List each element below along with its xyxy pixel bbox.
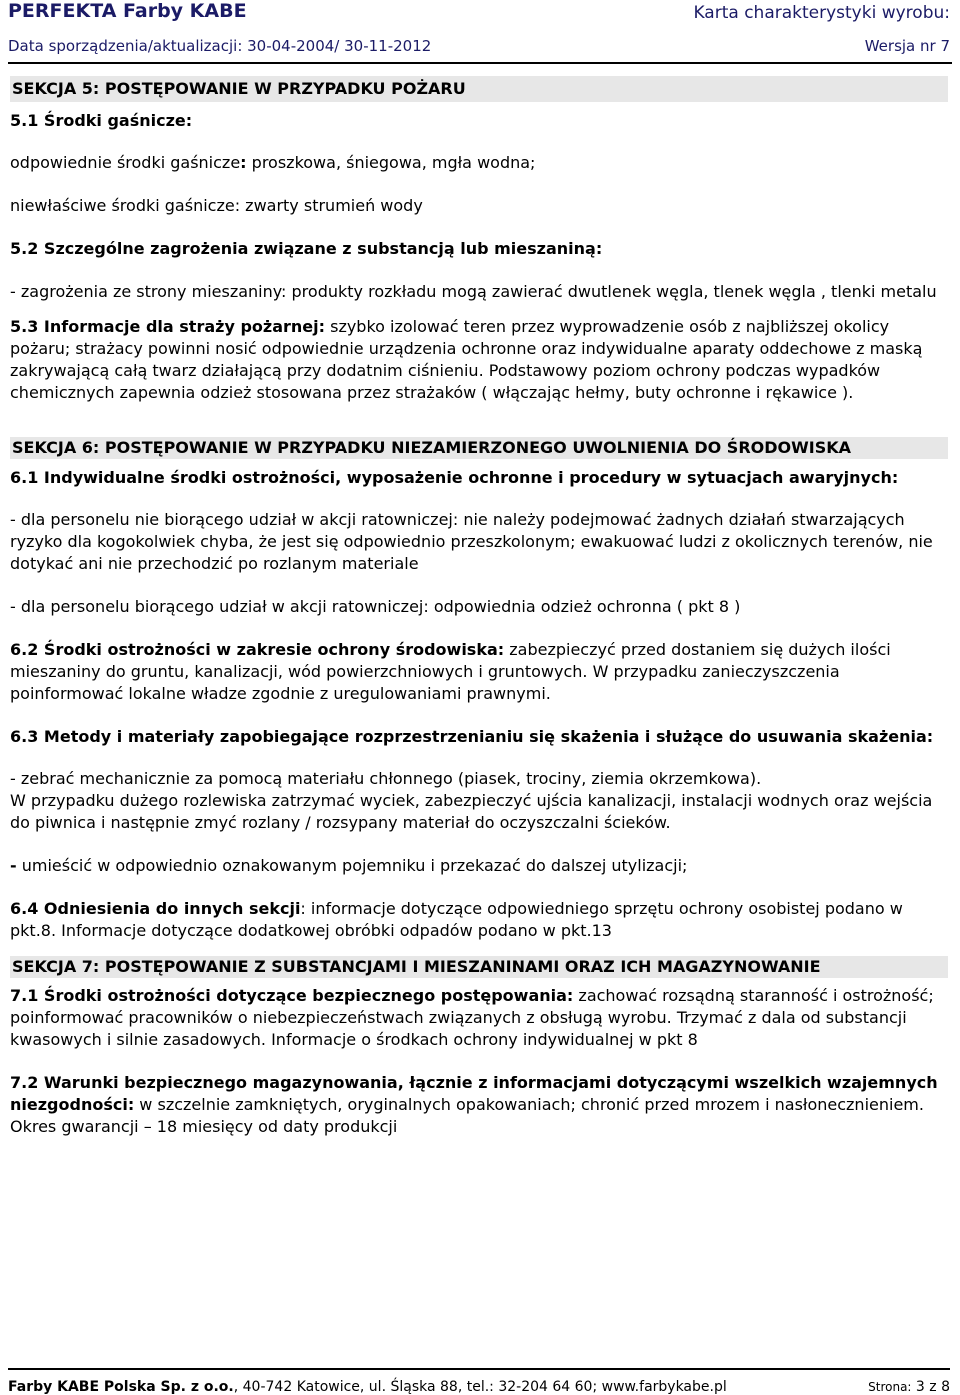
subsection-5-2-heading: 5.2 Szczególne zagrożenia związane z substancją lub mieszaniną: bbox=[10, 239, 603, 258]
footer-address bbox=[8, 1379, 727, 1395]
subsection-7-2-heading: 7.2 Warunki bezpiecznego magazynowania, łącznie z informacjami dotyczącymi wszelkich wzajemnych niezgodności: bbox=[10, 1073, 938, 1114]
paragraph-7-2-text: w szczelnie zamkniętych, oryginalnych opakowaniach; chronić przed mrozem i nasłonecznieniem. Okres gwarancji – 18 miesięcy od daty produkcji bbox=[10, 1095, 924, 1136]
suitable-agents-colon: : bbox=[240, 153, 247, 172]
paragraph-5-3 bbox=[10, 316, 948, 404]
paragraph-6-1-nonrescue: - dla personelu nie biorącego udział w akcji ratowniczej: nie należy podejmować żadnych działań stwarzających ryzyko dla kogokolwiek chyba, że jest się odpowiednio przeszkolonym; ewakuować ludzi z okolicznych terenów, nie dotykać ani nie przechodzić po rozlanym materiale bbox=[10, 510, 933, 573]
paragraph-6-2 bbox=[10, 639, 948, 705]
paragraph-5-2: - zagrożenia ze strony mieszaniny: produkty rozkładu mogą zawierać dwutlenek węgla, tlenek węgla , tlenki metalu bbox=[10, 282, 937, 301]
paragraph-6-3-dispose bbox=[10, 855, 948, 877]
footer-page-number bbox=[868, 1379, 950, 1395]
document-body bbox=[10, 62, 948, 1138]
document-version: Wersja nr 7 bbox=[864, 37, 950, 55]
page-footer bbox=[8, 1368, 950, 1395]
section-5-heading: SEKCJA 5: POSTĘPOWANIE W PRZYPADKU POŻARU bbox=[10, 76, 948, 102]
paragraph-7-1-text: zachować rozsądną staranność i ostrożność; poinformować pracowników o niebezpieczeństwach związanych z obsługą wyrobu. Trzymać z dala od substancji kwasowych i silnie zasadowych. Informacje o środkach ochrony indywidualnej w pkt 8 bbox=[10, 986, 934, 1049]
subsection-6-2-heading: 6.2 Środki ostrożności w zakresie ochrony środowiska: bbox=[10, 640, 505, 659]
page-value: 3 z 8 bbox=[911, 1379, 950, 1395]
subsection-6-1-heading: 6.1 Indywidualne środki ostrożności, wyposażenie ochronne i procedury w sytuacjach awaryjnych: bbox=[10, 468, 899, 487]
subsection-7-1-heading: 7.1 Środki ostrożności dotyczące bezpiecznego postępowania: bbox=[10, 986, 574, 1005]
subsection-5-1-heading: 5.1 Środki gaśnicze: bbox=[10, 111, 193, 130]
paragraph-6-3-spill: W przypadku dużego rozlewiska zatrzymać wyciek, zabezpieczyć ujścia kanalizacji, instalacji wodnych oraz wejścia do piwnica i następnie zmyć rozlany / rozsypany materiał do oczyszczalni ścieków. bbox=[10, 791, 933, 832]
document-title: Karta charakterystyki wyrobu: bbox=[693, 3, 950, 23]
page-header bbox=[8, 0, 952, 64]
paragraph-6-1-rescue: - dla personelu biorącego udział w akcji ratowniczej: odpowiednia odzież ochronna ( pkt 8 ) bbox=[10, 597, 741, 616]
document-dates: Data sporządzenia/aktualizacji: 30-04-2004/ 30-11-2012 bbox=[8, 37, 432, 55]
suitable-agents-text: proszkowa, śniegowa, mgła wodna; bbox=[246, 153, 536, 172]
paragraph-6-3-dispose-text: umieścić w odpowiednio oznakowanym pojemniku i przekazać do dalszej utylizacji; bbox=[16, 856, 688, 875]
paragraph-6-3-collect: - zebrać mechanicznie za pomocą materiału chłonnego (piasek, trociny, ziemia okrzemkowa). bbox=[10, 769, 762, 788]
subsection-6-4-heading: 6.4 Odniesienia do innych sekcji bbox=[10, 899, 301, 918]
paragraph-5-3-text: szybko izolować teren przez wyprowadzenie osób z najbliższej okolicy pożaru; strażacy powinni nosić odpowiednie urządzenia ochronne oraz indywidualne aparaty oddechowe z maską zakrywającą całą twarz działającą przy dodatnim ciśnieniu. Podstawowy poziom ochrony podczas wypadków chemicznych zapewnia odzież stosowana przez strażaków ( włączając hełmy, buty ochronne i rękawice ). bbox=[10, 317, 923, 402]
suitable-agents-label: odpowiednie środki gaśnicze bbox=[10, 153, 241, 172]
paragraph-5-1-suitable bbox=[10, 152, 948, 174]
paragraph-6-2-text: zabezpieczyć przed dostaniem się dużych ilości mieszaniny do gruntu, kanalizacji, wód powierzchniowych i gruntowych. W przypadku zanieczyszczenia poinformować lokalne władze zgodnie z uregulowaniami prawnymi. bbox=[10, 640, 891, 703]
dispose-dash: - bbox=[10, 856, 17, 875]
paragraph-6-4 bbox=[10, 898, 948, 942]
subsection-5-3-heading: 5.3 Informacje dla straży pożarnej: bbox=[10, 317, 326, 336]
section-7-heading: SEKCJA 7: POSTĘPOWANIE Z SUBSTANCJAMI I MIESZANINAMI ORAZ ICH MAGAZYNOWANIE bbox=[10, 956, 948, 978]
paragraph-7-1 bbox=[10, 985, 948, 1051]
page-label: Strona: bbox=[868, 1380, 912, 1394]
paragraph-6-4-text: : informacje dotyczące odpowiedniego sprzętu ochrony osobistej podano w pkt.8. Informacje dotyczące dodatkowej obróbki odpadów podano w pkt.13 bbox=[10, 899, 903, 940]
brand-name: PERFEKTA Farby KABE bbox=[8, 0, 247, 22]
paragraph-5-1-unsuitable: niewłaściwe środki gaśnicze: zwarty strumień wody bbox=[10, 196, 423, 215]
paragraph-7-2 bbox=[10, 1072, 948, 1138]
footer-contact: , 40-742 Katowice, ul. Śląska 88, tel.: 32-204 64 60; www.farbykabe.pl bbox=[233, 1379, 727, 1395]
footer-company: Farby KABE Polska Sp. z o.o. bbox=[8, 1379, 234, 1395]
section-6-heading: SEKCJA 6: POSTĘPOWANIE W PRZYPADKU NIEZAMIERZONEGO UWOLNIENIA DO ŚRODOWISKA bbox=[10, 437, 948, 459]
subsection-6-3-heading: 6.3 Metody i materiały zapobiegające rozprzestrzenianiu się skażenia i służące do usuwania skażenia: bbox=[10, 727, 934, 746]
